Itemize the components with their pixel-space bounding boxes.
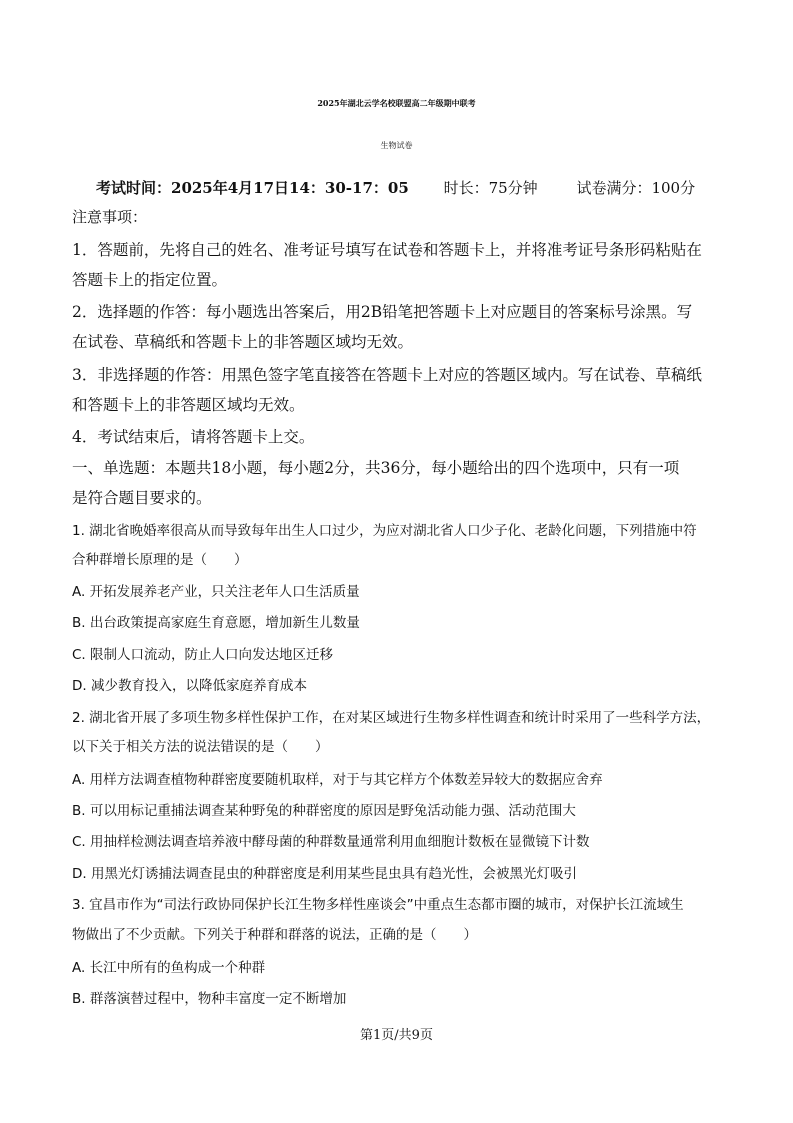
question-3-stem-line-2: 物做出了不少贡献。下列关于种群和群落的说法，正确的是（ ） [72, 927, 477, 943]
exam-duration: 时长：75分钟 [443, 179, 538, 197]
question-1-stem-line-2: 合种群增长原理的是（ ） [72, 552, 248, 568]
exam-time: 考试时间：2025年4月17日14：30-17：05 [96, 179, 409, 197]
question-2-option-d: D. 用黑光灯诱捕法调查昆虫的种群密度是利用某些昆虫具有趋光性，会被黑光灯吸引 [72, 866, 577, 882]
question-1-option-d: D. 减少教育投入，以降低家庭养育成本 [72, 678, 307, 694]
notice-heading: 注意事项： [72, 208, 148, 226]
exam-info-row [96, 177, 695, 198]
question-3-stem-line-1: 3. 宜昌市作为“司法行政协同保护长江生物多样性座谈会”中重点生态都市圈的城市，对保护长江流域生 [72, 897, 684, 913]
question-3-option-b: B. 群落演替过程中，物种丰富度一定不断增加 [72, 991, 347, 1007]
notice-item-1-line-2: 答题卡上的指定位置。 [72, 271, 228, 289]
notice-item-2-line-2: 在试卷、草稿纸和答题卡上的非答题区域均无效。 [72, 333, 414, 351]
section-heading-line-1: 一、单选题：本题共18小题，每小题2分，共36分，每小题给出的四个选项中，只有一项 [72, 459, 680, 477]
notice-item-3-line-2: 和答题卡上的非答题区域均无效。 [72, 396, 305, 414]
exam-subtitle: 生物试卷 [380, 141, 413, 150]
question-1-option-a: A. 开拓发展养老产业，只关注老年人口生活质量 [72, 584, 360, 600]
page-number: 第1页/共9页 [360, 1028, 433, 1043]
question-2-option-a: A. 用样方法调查植物种群密度要随机取样，对于与其它样方个体数差异较大的数据应舍弃 [72, 772, 603, 788]
question-2-stem-line-2: 以下关于相关方法的说法错误的是（ ） [72, 739, 329, 755]
question-1-option-c: C. 限制人口流动，防止人口向发达地区迁移 [72, 647, 334, 663]
notice-item-2-line-1: 2．选择题的作答：每小题选出答案后，用2B铅笔把答题卡上对应题目的答案标号涂黑。写 [72, 303, 693, 321]
question-2-stem-line-1: 2. 湖北省开展了多项生物多样性保护工作，在对某区域进行生物多样性调查和统计时采用了一些科学方法， [72, 710, 711, 726]
question-2-option-b: B. 可以用标记重捕法调查某种野兔的种群密度的原因是野兔活动能力强、活动范围大 [72, 803, 576, 819]
notice-item-1-line-1: 1．答题前，先将自己的姓名、准考证号填写在试卷和答题卡上，并将准考证号条形码粘贴在 [72, 241, 702, 259]
notice-item-3-line-1: 3．非选择题的作答：用黑色签字笔直接答在答题卡上对应的答题区域内。写在试卷、草稿纸 [72, 366, 702, 384]
question-3-option-a: A. 长江中所有的鱼构成一个种群 [72, 960, 266, 976]
section-heading-line-2: 是符合题目要求的。 [72, 489, 212, 507]
notice-item-4: 4．考试结束后，请将答题卡上交。 [72, 428, 315, 446]
exam-title: 2025年湖北云学名校联盟高二年级期中联考 [317, 98, 476, 108]
exam-full-score: 试卷满分：100分 [576, 179, 696, 197]
question-1-option-b: B. 出台政策提高家庭生育意愿，增加新生儿数量 [72, 615, 360, 631]
question-1-stem-line-1: 1. 湖北省晚婚率很高从而导致每年出生人口过少，为应对湖北省人口少子化、老龄化问题，下列措施中符 [72, 523, 697, 539]
question-2-option-c: C. 用抽样检测法调查培养液中酵母菌的种群数量通常利用血细胞计数板在显微镜下计数 [72, 834, 590, 850]
